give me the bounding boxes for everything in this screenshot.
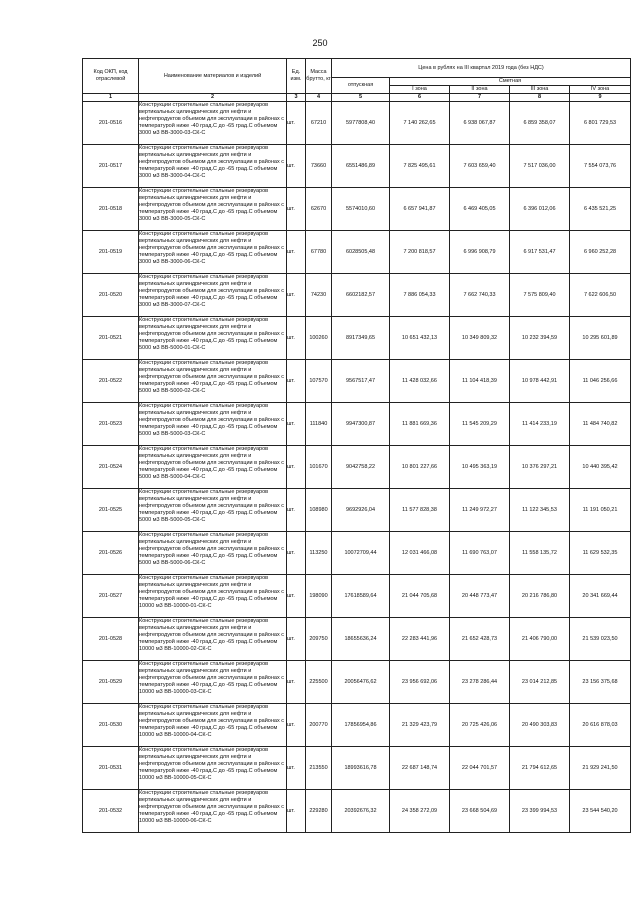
row-name-text: Конструкции строительные стальные резервуаров вертикальных цилиндрических для нефти и нефтепродуктов объемом для эксплуатации в районах с температурой ниже -40 град.С до -65 град.С объемом 3000 м3 ВВ-3000-04-СК-С	[139, 145, 284, 179]
row-mass: 209750	[306, 618, 332, 661]
row-name-text: Конструкции строительные стальные резервуаров вертикальных цилиндрических для нефти и нефтепродуктов объемом для эксплуатации в районах с температурой ниже -40 град.С до -65 град.С объемом 10000 м3 ВВ-10000-03-СК-С	[139, 661, 284, 695]
column-number: 8	[510, 94, 570, 102]
row-release-price: 9947300,87	[332, 403, 390, 446]
row-name-text: Конструкции строительные стальные резервуаров вертикальных цилиндрических для нефти и нефтепродуктов объемом для эксплуатации в районах с температурой ниже -40 град.С до -65 град.С объемом 10000 м3 ВВ-10000-06-СК-С	[139, 790, 284, 824]
header-zone-3: III зона	[510, 86, 570, 94]
row-name	[139, 532, 287, 575]
row-zone-2-price: 11 249 972,27	[450, 489, 510, 532]
row-name-text: Конструкции строительные стальные резервуаров вертикальных цилиндрических для нефти и нефтепродуктов объемом для эксплуатации в районах с температурой ниже -40 град.С до -65 град.С объемом 3000 м3 ВВ-3000-06-СК-С	[139, 231, 284, 265]
row-code: 201-0522	[83, 360, 139, 403]
table-row	[83, 661, 631, 704]
row-zone-2-price: 11 104 418,39	[450, 360, 510, 403]
row-release-price: 8917349,65	[332, 317, 390, 360]
row-unit: шт.	[287, 403, 306, 446]
row-name-text: Конструкции строительные стальные резервуаров вертикальных цилиндрических для нефти и нефтепродуктов объемом для эксплуатации в районах с температурой ниже -40 град.С до -65 град.С объемом 3000 м3 ВВ-3000-05-СК-С	[139, 188, 284, 222]
row-release-price: 5574010,60	[332, 188, 390, 231]
row-zone-4-price: 10 440 395,42	[570, 446, 631, 489]
header-price-group: Цена в рублях на III квартал 2019 года (без НДС)	[332, 59, 631, 78]
row-zone-4-price: 7 622 606,50	[570, 274, 631, 317]
row-name	[139, 274, 287, 317]
row-mass: 225500	[306, 661, 332, 704]
row-mass: 74230	[306, 274, 332, 317]
table-row	[83, 188, 631, 231]
table-row	[83, 102, 631, 145]
row-release-price: 20056476,62	[332, 661, 390, 704]
row-unit: шт.	[287, 274, 306, 317]
row-code: 201-0520	[83, 274, 139, 317]
column-number: 9	[570, 94, 631, 102]
row-zone-1-price: 11 428 032,66	[390, 360, 450, 403]
row-unit: шт.	[287, 145, 306, 188]
row-name	[139, 360, 287, 403]
row-name	[139, 145, 287, 188]
row-zone-2-price: 20 448 773,47	[450, 575, 510, 618]
row-name-text: Конструкции строительные стальные резервуаров вертикальных цилиндрических для нефти и нефтепродуктов объемом для эксплуатации в районах с температурой ниже -40 град.С до -65 град.С объемом 3000 м3 ВВ-3000-03-СК-С	[139, 102, 284, 136]
row-zone-2-price: 7 662 740,33	[450, 274, 510, 317]
row-release-price: 9567517,47	[332, 360, 390, 403]
row-unit: шт.	[287, 532, 306, 575]
header-name: Наименование материалов и изделий	[139, 59, 287, 94]
header-code: Код ОКП, код отраслевой	[83, 59, 139, 94]
row-code: 201-0517	[83, 145, 139, 188]
row-zone-2-price: 6 469 405,05	[450, 188, 510, 231]
row-code: 201-0529	[83, 661, 139, 704]
table-row	[83, 231, 631, 274]
table-row	[83, 360, 631, 403]
row-mass: 101670	[306, 446, 332, 489]
column-number-row	[83, 94, 631, 102]
row-name-text: Конструкции строительные стальные резервуаров вертикальных цилиндрических для нефти и нефтепродуктов объемом для эксплуатации в районах с температурой ниже -40 град.С до -65 град.С объемом 5000 м3 ВВ-5000-04-СК-С	[139, 446, 284, 480]
row-zone-4-price: 6 960 252,28	[570, 231, 631, 274]
row-name-text: Конструкции строительные стальные резервуаров вертикальных цилиндрических для нефти и нефтепродуктов объемом для эксплуатации в районах с температурой ниже -40 град.С до -65 град.С объемом 5000 м3 ВВ-5000-05-СК-С	[139, 489, 284, 523]
header-release: отпускная	[332, 78, 390, 94]
row-name-text: Конструкции строительные стальные резервуаров вертикальных цилиндрических для нефти и нефтепродуктов объемом для эксплуатации в районах с температурой ниже -40 град.С до -65 град.С объемом 5000 м3 ВВ-5000-02-СК-С	[139, 360, 284, 394]
row-zone-3-price: 11 558 135,72	[510, 532, 570, 575]
row-code: 201-0530	[83, 704, 139, 747]
row-name	[139, 790, 287, 833]
row-zone-2-price: 6 938 067,87	[450, 102, 510, 145]
table-row	[83, 618, 631, 661]
row-zone-1-price: 10 651 432,13	[390, 317, 450, 360]
row-release-price: 6028505,48	[332, 231, 390, 274]
row-zone-2-price: 6 996 908,79	[450, 231, 510, 274]
column-number: 1	[83, 94, 139, 102]
row-zone-4-price: 20 616 878,03	[570, 704, 631, 747]
row-release-price: 10072709,44	[332, 532, 390, 575]
row-zone-3-price: 21 406 790,00	[510, 618, 570, 661]
row-name	[139, 231, 287, 274]
row-code: 201-0521	[83, 317, 139, 360]
header-mass: Масса брутто, кг	[306, 59, 332, 94]
column-number: 2	[139, 94, 287, 102]
table-row	[83, 747, 631, 790]
row-name	[139, 489, 287, 532]
row-code: 201-0528	[83, 618, 139, 661]
row-name	[139, 747, 287, 790]
row-name-text: Конструкции строительные стальные резервуаров вертикальных цилиндрических для нефти и нефтепродуктов объемом для эксплуатации в районах с температурой ниже -40 град.С до -65 град.С объемом 10000 м3 ВВ-10000-04-СК-С	[139, 704, 284, 738]
column-number: 7	[450, 94, 510, 102]
row-mass: 229280	[306, 790, 332, 833]
row-mass: 200770	[306, 704, 332, 747]
row-zone-4-price: 23 156 375,68	[570, 661, 631, 704]
row-zone-2-price: 23 668 504,69	[450, 790, 510, 833]
row-release-price: 5977808,40	[332, 102, 390, 145]
row-zone-1-price: 7 886 054,33	[390, 274, 450, 317]
row-zone-4-price: 11 629 532,35	[570, 532, 631, 575]
row-release-price: 18993616,78	[332, 747, 390, 790]
row-mass: 100260	[306, 317, 332, 360]
row-unit: шт.	[287, 317, 306, 360]
row-code: 201-0518	[83, 188, 139, 231]
row-zone-3-price: 20 490 303,83	[510, 704, 570, 747]
row-name-text: Конструкции строительные стальные резервуаров вертикальных цилиндрических для нефти и нефтепродуктов объемом для эксплуатации в районах с температурой ниже -40 град.С до -65 град.С объемом 10000 м3 ВВ-10000-05-СК-С	[139, 747, 284, 781]
row-name	[139, 188, 287, 231]
row-zone-4-price: 11 046 256,66	[570, 360, 631, 403]
row-zone-1-price: 21 329 423,79	[390, 704, 450, 747]
row-code: 201-0523	[83, 403, 139, 446]
row-code: 201-0531	[83, 747, 139, 790]
table-row	[83, 489, 631, 532]
table-row	[83, 446, 631, 489]
row-unit: шт.	[287, 360, 306, 403]
page-number: 250	[312, 38, 328, 48]
row-zone-3-price: 7 517 036,00	[510, 145, 570, 188]
row-unit: шт.	[287, 618, 306, 661]
row-zone-4-price: 21 539 023,50	[570, 618, 631, 661]
table-row	[83, 575, 631, 618]
row-zone-2-price: 11 545 209,29	[450, 403, 510, 446]
table-row	[83, 274, 631, 317]
row-zone-1-price: 22 687 148,74	[390, 747, 450, 790]
row-release-price: 18655636,24	[332, 618, 390, 661]
row-zone-2-price: 22 044 701,57	[450, 747, 510, 790]
header-zone-2: II зона	[450, 86, 510, 94]
row-name	[139, 446, 287, 489]
table-row	[83, 403, 631, 446]
row-zone-4-price: 11 191 050,21	[570, 489, 631, 532]
row-name-text: Конструкции строительные стальные резервуаров вертикальных цилиндрических для нефти и нефтепродуктов объемом для эксплуатации в районах с температурой ниже -40 град.С до -65 град.С объемом 5000 м3 ВВ-5000-03-СК-С	[139, 403, 284, 437]
row-unit: шт.	[287, 446, 306, 489]
row-unit: шт.	[287, 489, 306, 532]
row-zone-4-price: 21 929 241,50	[570, 747, 631, 790]
row-mass: 198090	[306, 575, 332, 618]
row-name-text: Конструкции строительные стальные резервуаров вертикальных цилиндрических для нефти и нефтепродуктов объемом для эксплуатации в районах с температурой ниже -40 град.С до -65 град.С объемом 10000 м3 ВВ-10000-02-СК-С	[139, 618, 284, 652]
row-zone-1-price: 11 881 669,36	[390, 403, 450, 446]
row-unit: шт.	[287, 231, 306, 274]
row-name-text: Конструкции строительные стальные резервуаров вертикальных цилиндрических для нефти и нефтепродуктов объемом для эксплуатации в районах с температурой ниже -40 град.С до -65 град.С объемом 5000 м3 ВВ-5000-01-СК-С	[139, 317, 284, 351]
row-zone-3-price: 10 978 442,91	[510, 360, 570, 403]
row-zone-3-price: 11 414 233,19	[510, 403, 570, 446]
header-unit: Ед. изм.	[287, 59, 306, 94]
row-zone-1-price: 24 358 272,09	[390, 790, 450, 833]
row-zone-3-price: 6 396 012,06	[510, 188, 570, 231]
row-zone-1-price: 7 200 818,57	[390, 231, 450, 274]
row-zone-3-price: 6 917 531,47	[510, 231, 570, 274]
row-zone-4-price: 23 544 540,20	[570, 790, 631, 833]
row-zone-4-price: 20 341 669,44	[570, 575, 631, 618]
table-row	[83, 317, 631, 360]
row-mass: 67780	[306, 231, 332, 274]
header-estimate: Сметная	[390, 78, 631, 86]
row-name-text: Конструкции строительные стальные резервуаров вертикальных цилиндрических для нефти и нефтепродуктов объемом для эксплуатации в районах с температурой ниже -40 град.С до -65 град.С объемом 10000 м3 ВВ-10000-01-СК-С	[139, 575, 284, 609]
row-zone-1-price: 22 283 441,96	[390, 618, 450, 661]
row-zone-3-price: 6 859 358,07	[510, 102, 570, 145]
row-mass: 108980	[306, 489, 332, 532]
row-release-price: 6551486,89	[332, 145, 390, 188]
header-zone-4: IV зона	[570, 86, 631, 94]
row-zone-2-price: 21 652 428,73	[450, 618, 510, 661]
row-zone-2-price: 20 725 426,06	[450, 704, 510, 747]
row-zone-3-price: 10 232 394,59	[510, 317, 570, 360]
row-zone-2-price: 11 690 763,07	[450, 532, 510, 575]
row-zone-3-price: 21 794 612,65	[510, 747, 570, 790]
row-zone-4-price: 11 484 740,82	[570, 403, 631, 446]
row-name	[139, 618, 287, 661]
row-zone-4-price: 7 554 073,76	[570, 145, 631, 188]
row-zone-2-price: 7 603 659,40	[450, 145, 510, 188]
row-mass: 107570	[306, 360, 332, 403]
row-zone-4-price: 6 435 521,25	[570, 188, 631, 231]
table-row	[83, 704, 631, 747]
row-zone-1-price: 10 801 227,66	[390, 446, 450, 489]
row-zone-4-price: 10 295 601,89	[570, 317, 631, 360]
row-code: 201-0526	[83, 532, 139, 575]
row-code: 201-0532	[83, 790, 139, 833]
row-zone-1-price: 6 657 941,87	[390, 188, 450, 231]
row-zone-1-price: 23 956 692,06	[390, 661, 450, 704]
row-zone-1-price: 7 140 262,65	[390, 102, 450, 145]
row-code: 201-0516	[83, 102, 139, 145]
row-unit: шт.	[287, 575, 306, 618]
row-code: 201-0527	[83, 575, 139, 618]
column-number: 4	[306, 94, 332, 102]
row-unit: шт.	[287, 747, 306, 790]
row-name	[139, 575, 287, 618]
table-row	[83, 790, 631, 833]
row-zone-3-price: 20 216 786,80	[510, 575, 570, 618]
row-release-price: 17856954,86	[332, 704, 390, 747]
row-mass: 67210	[306, 102, 332, 145]
row-release-price: 20392676,32	[332, 790, 390, 833]
row-release-price: 9692926,04	[332, 489, 390, 532]
row-zone-2-price: 23 278 286,44	[450, 661, 510, 704]
row-code: 201-0519	[83, 231, 139, 274]
row-name	[139, 661, 287, 704]
row-name	[139, 403, 287, 446]
row-name	[139, 102, 287, 145]
row-zone-2-price: 10 349 809,32	[450, 317, 510, 360]
row-release-price: 17618589,64	[332, 575, 390, 618]
column-number: 3	[287, 94, 306, 102]
row-release-price: 6602182,57	[332, 274, 390, 317]
table-row	[83, 145, 631, 188]
row-zone-3-price: 10 376 297,21	[510, 446, 570, 489]
row-mass: 113250	[306, 532, 332, 575]
row-release-price: 9042758,22	[332, 446, 390, 489]
table-row	[83, 532, 631, 575]
row-code: 201-0525	[83, 489, 139, 532]
row-mass: 62670	[306, 188, 332, 231]
price-table	[82, 58, 631, 833]
row-zone-3-price: 11 122 345,53	[510, 489, 570, 532]
row-unit: шт.	[287, 661, 306, 704]
row-name	[139, 317, 287, 360]
row-mass: 111840	[306, 403, 332, 446]
row-mass: 213550	[306, 747, 332, 790]
row-unit: шт.	[287, 102, 306, 145]
row-zone-1-price: 7 825 495,61	[390, 145, 450, 188]
column-number: 6	[390, 94, 450, 102]
row-zone-1-price: 12 031 466,08	[390, 532, 450, 575]
row-unit: шт.	[287, 704, 306, 747]
row-name-text: Конструкции строительные стальные резервуаров вертикальных цилиндрических для нефти и нефтепродуктов объемом для эксплуатации в районах с температурой ниже -40 град.С до -65 град.С объемом 3000 м3 ВВ-3000-07-СК-С	[139, 274, 284, 308]
row-name-text: Конструкции строительные стальные резервуаров вертикальных цилиндрических для нефти и нефтепродуктов объемом для эксплуатации в районах с температурой ниже -40 град.С до -65 град.С объемом 5000 м3 ВВ-5000-06-СК-С	[139, 532, 284, 566]
row-zone-3-price: 23 399 994,53	[510, 790, 570, 833]
row-code: 201-0524	[83, 446, 139, 489]
row-unit: шт.	[287, 790, 306, 833]
row-zone-2-price: 10 495 363,19	[450, 446, 510, 489]
row-name	[139, 704, 287, 747]
row-zone-1-price: 21 044 705,68	[390, 575, 450, 618]
row-zone-3-price: 23 014 212,85	[510, 661, 570, 704]
row-zone-4-price: 6 801 729,53	[570, 102, 631, 145]
row-zone-1-price: 11 577 828,38	[390, 489, 450, 532]
row-unit: шт.	[287, 188, 306, 231]
header-zone-1: I зона	[390, 86, 450, 94]
row-zone-3-price: 7 575 809,40	[510, 274, 570, 317]
row-mass: 73660	[306, 145, 332, 188]
column-number: 5	[332, 94, 390, 102]
